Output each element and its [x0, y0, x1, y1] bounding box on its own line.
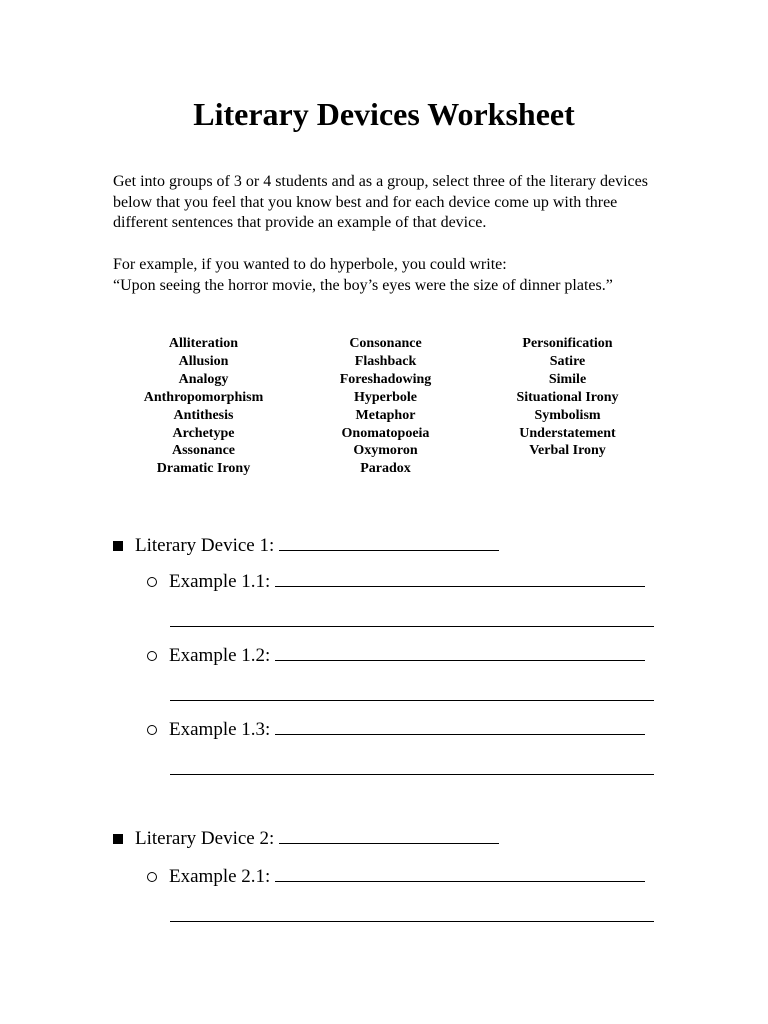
device-item: Oxymoron — [353, 443, 418, 459]
example-label: Example 1.1: — [169, 571, 271, 592]
page-title: Literary Devices Worksheet — [193, 96, 575, 132]
device-item: Situational Irony — [516, 389, 619, 405]
device-item: Analogy — [178, 371, 229, 387]
device-item: Assonance — [171, 443, 235, 459]
circle-bullet-icon — [147, 651, 157, 661]
question-block-1 — [113, 532, 673, 740]
device-label: Literary Device 2: — [135, 828, 275, 849]
device-item: Consonance — [349, 336, 422, 351]
device-item: Verbal Irony — [529, 443, 606, 459]
device-item: Anthropomorphism — [143, 389, 264, 405]
circle-bullet-icon — [147, 725, 157, 735]
device-item: Symbolism — [534, 407, 601, 423]
devices-column-1 — [113, 335, 294, 478]
devices-column-2 — [295, 335, 476, 478]
example-intro: For example, if you wanted to do hyperbole, you could write: — [113, 256, 507, 273]
square-bullet-icon — [113, 541, 123, 551]
device-item: Personification — [522, 336, 613, 351]
instructions-paragraph: Get into groups of 3 or 4 students and as a group, select three of the literary devices below that you feel that you know best and for each device come up with three different sentences that provide an example of that device. — [113, 173, 648, 231]
device-item: Simile — [548, 371, 587, 387]
example-label: Example 1.3: — [169, 719, 271, 740]
square-bullet-icon — [113, 834, 123, 844]
device-item: Onomatopoeia — [341, 425, 430, 441]
device-item: Flashback — [354, 353, 417, 369]
device-item: Metaphor — [355, 407, 416, 423]
example-continuation-blank[interactable] — [170, 700, 654, 701]
device-item: Allusion — [178, 353, 229, 369]
device-item: Antithesis — [173, 407, 234, 423]
question-block-2 — [113, 825, 673, 887]
device-item: Paradox — [360, 461, 411, 477]
example-answer-blank[interactable] — [275, 568, 645, 587]
devices-list — [113, 335, 658, 478]
devices-column-3 — [477, 335, 658, 478]
example-answer-blank[interactable] — [275, 863, 645, 882]
device-label: Literary Device 1: — [135, 535, 275, 556]
device-line — [113, 532, 673, 558]
example-quote: “Upon seeing the horror movie, the boy’s eyes were the size of dinner plates.” — [113, 276, 613, 294]
example-label: Example 1.2: — [169, 645, 271, 666]
circle-bullet-icon — [147, 872, 157, 882]
device-item: Dramatic Irony — [156, 461, 251, 477]
device-item: Archetype — [172, 425, 235, 441]
device-item: Understatement — [519, 425, 616, 441]
example-continuation-blank[interactable] — [170, 774, 654, 775]
example-answer-blank[interactable] — [275, 716, 645, 735]
device-item: Foreshadowing — [339, 371, 432, 387]
example-label: Example 2.1: — [169, 866, 271, 887]
device-item: Alliteration — [168, 336, 239, 351]
example-continuation-blank[interactable] — [170, 626, 654, 627]
device-answer-blank[interactable] — [279, 825, 499, 844]
example-paragraph — [113, 255, 658, 296]
example-answer-blank[interactable] — [275, 642, 645, 661]
example-continuation-blank[interactable] — [170, 921, 654, 922]
device-answer-blank[interactable] — [279, 532, 499, 551]
circle-bullet-icon — [147, 577, 157, 587]
device-line — [113, 825, 673, 851]
device-item: Satire — [549, 353, 586, 369]
device-item: Hyperbole — [354, 389, 417, 405]
